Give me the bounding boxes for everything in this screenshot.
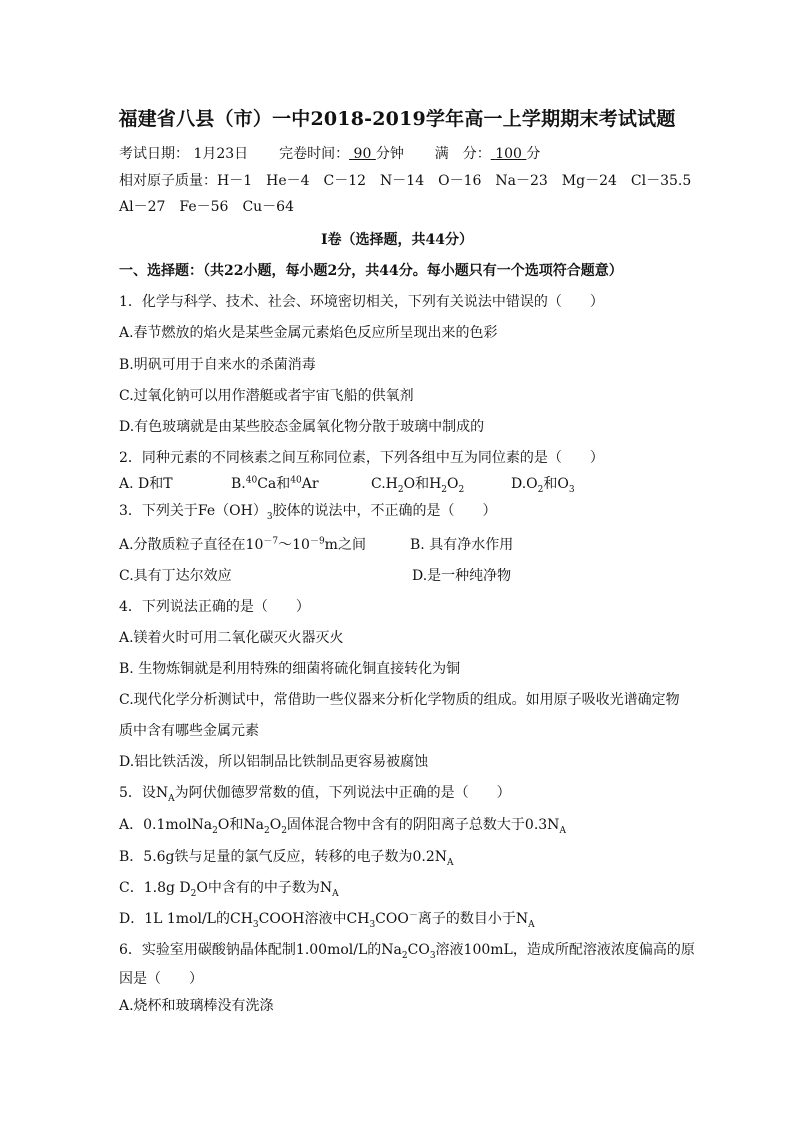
q2-option-c: $C.H_2O$和$H_2O_2$ bbox=[371, 476, 465, 495]
q3-option-b: B. 具有净水作用 bbox=[410, 537, 514, 553]
q1-option-d: D.有色玻璃就是由某些胶态金属氧化物分散于玻璃中制成的 bbox=[119, 419, 485, 435]
q3-option-c: C.具有丁达尔效应 bbox=[119, 568, 232, 584]
q4-option-a: A.镁着火时可用二氧化碳灭火器灭火 bbox=[119, 630, 344, 646]
q6-option-a: A.烧杯和玻璃棒没有洗涤 bbox=[119, 998, 274, 1014]
section-title: I卷（选择题，共44分） bbox=[320, 232, 474, 248]
q2-option-d: $D.O_2$和$O_3$ bbox=[511, 476, 575, 495]
q6-stem-line1: 6．实验室用碳酸钠晶体配制1.00mol/L的$Na_2CO_3$溶液100mL，造成所配溶液浓度偏高的原 bbox=[119, 942, 695, 961]
q5-option-a: A．0.1molNa$_2$O和$Na_2O_2$固体混合物中含有的阴阳离子总数大于$0.3N_A$ bbox=[119, 817, 566, 836]
q1-stem: 1．化学与科学、技术、社会、环境密切相关，下列有关说法中错误的（ ） bbox=[119, 294, 604, 310]
q3-option-a: A.分散质粒子直径在$10^{-7}\sim 10^{-9}m$之间 bbox=[119, 536, 366, 553]
document-title: 福建省八县（市）一中2018-2019学年高一上学期期末考试试题 bbox=[118, 108, 676, 130]
score-label: 满 分： bbox=[434, 146, 491, 162]
q2-option-b: B.$^{40}$Ca和$^{40}$Ar bbox=[231, 475, 319, 492]
q4-stem: 4．下列说法正确的是（ ） bbox=[119, 599, 310, 615]
q5-option-d: D．1L 1mol/L的$CH_3COOH$溶液中$CH_3COO^-$离子的数目小于$N_A$ bbox=[119, 910, 535, 930]
q4-option-d: D.铝比铁活泼，所以铝制品比铁制品更容易被腐蚀 bbox=[119, 754, 429, 770]
q5-stem: 5．设$N_A$为阿伏伽德罗常数的值，下列说法中正确的是（ ） bbox=[119, 785, 511, 804]
atomic-mass-line-1: 相对原子质量：H－1 He－4 C－12 N－14 O－16 Na－23 Mg－24 Cl－35.5 bbox=[119, 173, 692, 189]
q4-option-b: B. 生物炼铜就是利用特殊的细菌将硫化铜直接转化为铜 bbox=[119, 661, 461, 677]
duration-unit: 分钟 bbox=[375, 146, 404, 162]
q3-option-d: D.是一种纯净物 bbox=[412, 568, 512, 584]
q2-options bbox=[119, 475, 679, 493]
q5-option-c: C．1.8g $D_2O$中含有的中子数为$N_A$ bbox=[119, 880, 339, 899]
q2-stem: 2．同种元素的不同核素之间互称同位素，下列各组中互为同位素的是（ ） bbox=[119, 450, 604, 466]
score-value: 100 bbox=[495, 146, 522, 162]
atomic-mass-line-2: Al－27 Fe－56 Cu－64 bbox=[119, 199, 294, 215]
duration-label: 完卷时间： bbox=[279, 146, 350, 162]
q6-stem-line2: 因是（ ） bbox=[119, 971, 203, 987]
q3-stem: 3．下列关于$Fe(OH)_3$胶体的说法中，不正确的是（ ） bbox=[119, 503, 497, 522]
exam-date-label: 考试日期： bbox=[119, 146, 189, 162]
q3-options-cd bbox=[119, 567, 679, 585]
q2-option-a: A. D和T bbox=[119, 476, 173, 492]
q5-option-b: B．5.6g铁与足量的氯气反应，转移的电子数为$0.2N_A$ bbox=[119, 849, 454, 868]
q1-option-c: C.过氧化钠可以用作潜艇或者宇宙飞船的供氧剂 bbox=[119, 388, 414, 404]
q3-options-ab bbox=[119, 536, 679, 554]
q1-option-b: B.明矾可用于自来水的杀菌消毒 bbox=[119, 357, 316, 373]
q1-option-a: A.春节燃放的焰火是某些金属元素焰色反应所呈现出来的色彩 bbox=[119, 325, 498, 341]
q4-option-c-line1: C.现代化学分析测试中，常借助一些仪器来分析化学物质的组成。如用原子吸收光谱确定物 bbox=[119, 692, 680, 708]
q4-option-c-line2: 质中含有哪些金属元素 bbox=[119, 723, 259, 739]
exam-info-line bbox=[119, 145, 540, 163]
duration-value: 90 bbox=[353, 146, 372, 162]
exam-date: 1月23日 bbox=[193, 146, 249, 162]
score-unit: 分 bbox=[526, 146, 541, 162]
section-instruction: 一、选择题：（共22小题，每小题2分，共44分。每小题只有一个选项符合题意） bbox=[119, 263, 623, 279]
